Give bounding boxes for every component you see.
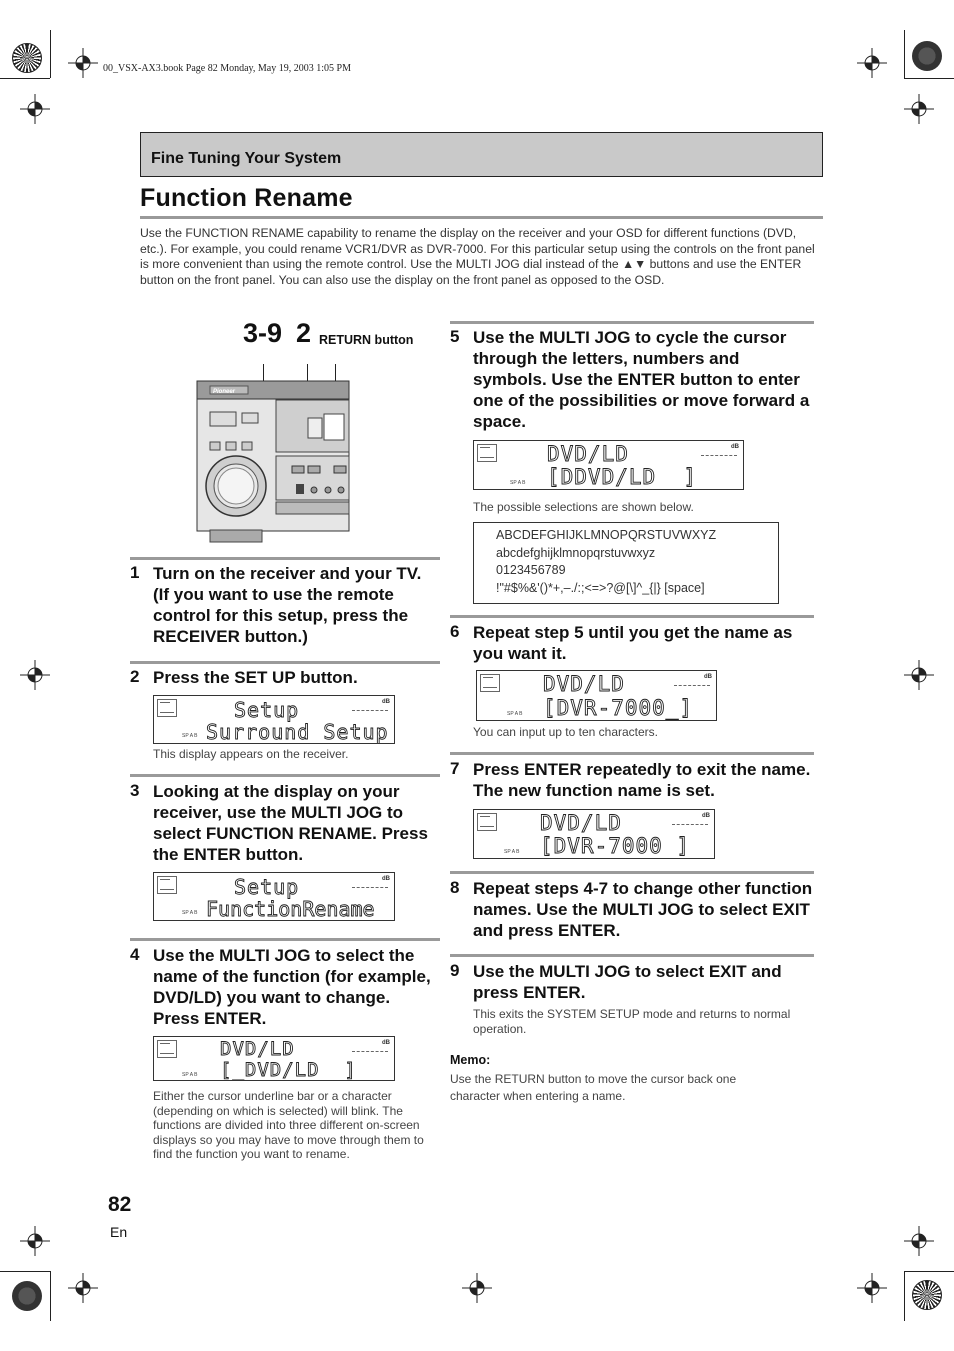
- step-9-text: Use the MULTI JOG to select EXIT and press ENTER.: [473, 962, 782, 1002]
- step-rule: [450, 615, 814, 618]
- registration-wheel-icon: [12, 1281, 42, 1311]
- level-bar: [352, 710, 388, 711]
- lcd-display: [153, 872, 395, 921]
- step-number: 4: [130, 945, 140, 964]
- crosshair-icon: [857, 1273, 887, 1303]
- receiver-front-panel-illustration: [196, 380, 350, 544]
- step-6-caption: You can input up to ten characters.: [473, 725, 659, 739]
- step-number: 7: [450, 759, 460, 778]
- lcd-display: [473, 809, 715, 859]
- lcd-line-1: DVD/LD: [540, 811, 622, 835]
- step-5-text: Use the MULTI JOG to cycle the cursor through the letters, numbers and symbols. Use the ENTER button to enter one of the possibilities or move forward a space.: [473, 328, 810, 431]
- level-bar: [672, 824, 708, 825]
- step-9-caption: This exits the SYSTEM SETUP mode and returns to normal operation.: [473, 1007, 791, 1036]
- crosshair-icon: [904, 660, 934, 690]
- lcd-line-2: [DDVD/LD ]: [547, 465, 698, 489]
- crosshair-icon: [857, 48, 887, 78]
- step-6-text: Repeat step 5 until you get the name as you want it.: [473, 623, 793, 663]
- lcd-line-1: DVD/LD: [543, 672, 625, 696]
- step-rule: [450, 954, 814, 957]
- lcd-line-1: Setup: [234, 698, 300, 722]
- step-1-text: Turn on the receiver and your TV. (If you want to use the remote control for this setup, press the RECEIVER button.): [153, 564, 422, 646]
- registration-wheel-icon: [912, 1280, 942, 1310]
- signal-indicator-icon: [477, 444, 497, 462]
- lcd-display: [153, 695, 395, 744]
- registration-wheel-icon: [912, 41, 942, 71]
- language-label: En: [110, 1224, 128, 1240]
- crop-mark: [50, 1271, 51, 1321]
- crop-mark: [904, 78, 954, 79]
- step-number: 6: [450, 622, 460, 641]
- step-number: 1: [130, 563, 140, 582]
- section-header: [140, 132, 823, 177]
- speaker-indicator: SP A B: [182, 910, 198, 916]
- return-button-label: RETURN button: [319, 333, 414, 347]
- page-number: 82: [108, 1193, 132, 1216]
- selections-digits: 0123456789: [496, 563, 566, 577]
- crosshair-icon: [904, 1226, 934, 1256]
- crosshair-icon: [20, 94, 50, 124]
- crop-mark: [904, 1271, 954, 1272]
- lcd-line-2: Surround Setup: [206, 720, 389, 744]
- signal-indicator-icon: [157, 876, 177, 894]
- level-bar: [352, 1051, 388, 1052]
- crosshair-icon: [68, 1273, 98, 1303]
- db-indicator: dB: [382, 699, 390, 705]
- step-8-text: Repeat steps 4-7 to change other function names. Use the MULTI JOG to select EXIT and press ENTER.: [473, 879, 813, 940]
- level-bar: [352, 887, 388, 888]
- intro-paragraph: Use the FUNCTION RENAME capability to rename the display on the receiver and your OSD for different functions (DVD, etc.). For example, you could rename VCR1/DVR as DVR-7000. For this particular setup using the controls on the front panel is more convenient than using the remote control. Use the MULTI JOG dial instead of the ▲▼ buttons and use the ENTER button on the front panel. You can also use the display on the front panel as opposed to the OSD.: [140, 226, 815, 288]
- registration-wheel-icon: [12, 43, 42, 73]
- db-indicator: dB: [382, 1040, 390, 1046]
- signal-indicator-icon: [157, 1040, 177, 1058]
- crop-mark: [904, 30, 905, 78]
- lcd-line-2: [_DVD/LD ]: [220, 1059, 357, 1081]
- lcd-line-1: Setup: [234, 875, 300, 899]
- memo-text: Use the RETURN button to move the cursor back one character when entering a name.: [450, 1072, 737, 1103]
- crosshair-icon: [904, 94, 934, 124]
- section-header-text: Fine Tuning Your System: [151, 150, 342, 167]
- db-indicator: dB: [702, 813, 710, 819]
- step-number: 9: [450, 961, 460, 980]
- step-rule: [450, 871, 814, 874]
- step-rule: [130, 557, 440, 560]
- lcd-line-2: [DVR-7000_]: [543, 696, 694, 720]
- step-2-text: Press the SET UP button.: [153, 668, 358, 687]
- signal-indicator-icon: [157, 699, 177, 717]
- speaker-indicator: SP A B: [510, 480, 526, 486]
- crop-mark: [50, 30, 51, 78]
- step-rule: [130, 661, 440, 664]
- step-number: 2: [130, 667, 140, 686]
- step-rule: [130, 774, 440, 777]
- crosshair-icon: [20, 660, 50, 690]
- lcd-line-2: [DVR-7000 ]: [540, 834, 691, 858]
- memo-heading: Memo:: [450, 1053, 491, 1067]
- step-number: 5: [450, 327, 460, 346]
- step-7-text: Press ENTER repeatedly to exit the name. The new function name is set.: [473, 760, 811, 800]
- db-indicator: dB: [704, 674, 712, 680]
- speaker-indicator: SP A B: [182, 733, 198, 739]
- crosshair-icon: [20, 1226, 50, 1256]
- crop-mark: [0, 78, 50, 79]
- brand-logo: Pioneer: [213, 389, 236, 395]
- step-rule: [450, 321, 814, 324]
- selections-uppercase: ABCDEFGHIJKLMNOPQRSTUVWXYZ: [496, 528, 717, 542]
- step-4-text: Use the MULTI JOG to select the name of the function (for example, DVD/LD) you want to change. Press ENTER.: [153, 946, 431, 1028]
- lcd-display: [476, 670, 717, 721]
- step-rule: [130, 938, 440, 941]
- level-bar: [701, 455, 737, 456]
- page-title: Function Rename: [140, 184, 353, 212]
- step-3-text: Looking at the display on your receiver, use the MULTI JOG to select FUNCTION RENAME. Press the ENTER button.: [153, 782, 428, 864]
- step-2-caption: This display appears on the receiver.: [153, 747, 349, 761]
- step-5-caption: The possible selections are shown below.: [473, 500, 694, 514]
- speaker-indicator: SP A B: [504, 849, 520, 855]
- selections-symbols: !"#$%&'()*+,–./:;<=>?@[\]^_{|} [space]: [496, 580, 705, 595]
- selections-lowercase: abcdefghijklmnopqrstuvwxyz: [496, 545, 656, 560]
- level-bar: [674, 685, 710, 686]
- crop-mark: [0, 1271, 50, 1272]
- step-number: 3: [130, 781, 140, 800]
- speaker-indicator: SP A B: [182, 1072, 198, 1078]
- db-indicator: dB: [382, 876, 390, 882]
- db-indicator: dB: [731, 444, 739, 450]
- step-4-caption: Either the cursor underline bar or a character (depending on which is selected) will blink. The functions are divided into three different on-screen displays so you may have to move through them to find the function you want to rename.: [153, 1089, 424, 1161]
- signal-indicator-icon: [477, 813, 497, 831]
- speaker-indicator: SP A B: [507, 711, 523, 717]
- crosshair-icon: [68, 48, 98, 78]
- lcd-line-1: DVD/LD: [547, 442, 629, 466]
- crop-mark: [904, 1271, 905, 1321]
- lcd-display: [153, 1036, 395, 1081]
- title-rule: [140, 216, 823, 219]
- step-number: 8: [450, 878, 460, 897]
- figure-label-2: 2: [296, 318, 312, 348]
- crosshair-icon: [462, 1273, 492, 1303]
- file-header: 00_VSX-AX3.book Page 82 Monday, May 19, 2003 1:05 PM: [103, 63, 351, 74]
- selections-box: [473, 522, 779, 604]
- figure-label-3-9: 3-9: [243, 318, 283, 348]
- lcd-display: [473, 440, 744, 490]
- lcd-line-2: FunctionRename: [206, 897, 375, 921]
- step-rule: [450, 752, 814, 755]
- lcd-line-1: DVD/LD: [220, 1038, 295, 1060]
- signal-indicator-icon: [480, 674, 500, 692]
